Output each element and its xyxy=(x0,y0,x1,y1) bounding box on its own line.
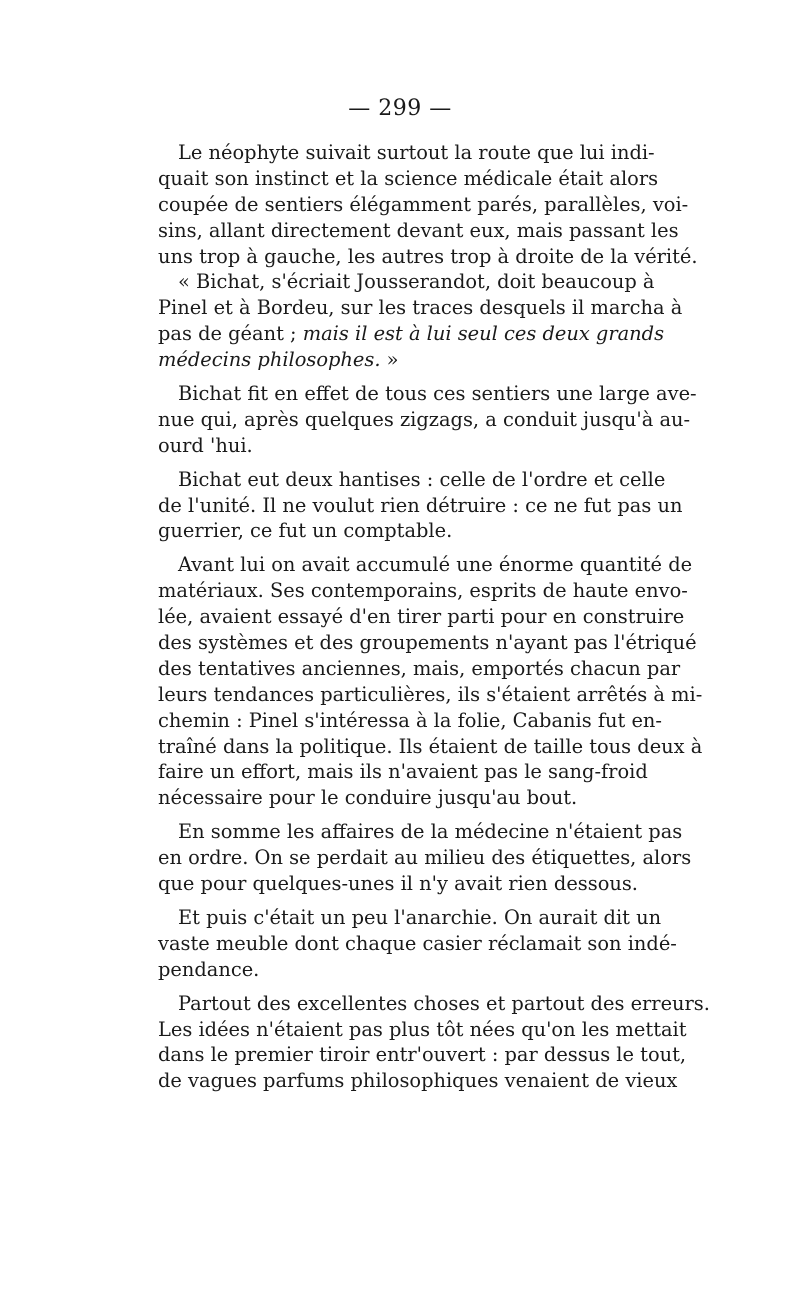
text-line: nécessaire pour le conduire jusqu'au bout. xyxy=(158,786,578,810)
body-text xyxy=(158,140,710,1094)
paragraph xyxy=(158,140,698,269)
text-line: chemin : Pinel s'intéressa à la folie, Cabanis fut en- xyxy=(158,708,662,732)
text-line: Et puis c'était un peu l'anarchie. On aurait dit un xyxy=(178,905,662,929)
paragraph xyxy=(158,819,692,897)
paragraph-gap xyxy=(158,459,645,467)
text-line: quait son instinct et la science médicale était alors xyxy=(158,166,659,190)
text-line: traîné dans la politique. Ils étaient de taille tous deux à xyxy=(158,734,703,758)
text-line: Partout des excellentes choses et partout des erreurs. xyxy=(178,991,710,1015)
text-line: sins, allant directement devant eux, mais passant les xyxy=(158,218,679,242)
text-line: dans le premier tiroir entr'ouvert : par dessus le tout, xyxy=(158,1043,687,1067)
text-line: des systèmes et des groupements n'ayant pas l'étriqué xyxy=(158,631,697,655)
text-line: Les idées n'étaient pas plus tôt nées qu'on les mettait xyxy=(158,1017,687,1041)
italic-text-run: mais il est à lui seul ces deux grands xyxy=(302,322,665,346)
text-line: faire un effort, mais ils n'avaient pas le sang-froid xyxy=(158,760,648,784)
text-line: lée, avaient essayé d'en tirer parti pour en construire xyxy=(158,605,685,629)
paragraph xyxy=(158,467,683,545)
paragraph xyxy=(158,552,703,811)
text-line: Avant lui on avait accumulé une énorme quantité de xyxy=(178,553,693,577)
text-line: Le néophyte suivait surtout la route que lui indi- xyxy=(178,141,655,164)
text-run: pas de géant ; xyxy=(158,322,303,346)
page-number: — 299 — xyxy=(348,96,452,121)
text-line: pendance. xyxy=(158,957,260,981)
italic-text-run: médecins philosophes. xyxy=(158,348,381,372)
paragraph xyxy=(158,905,677,983)
text-line: coupée de sentiers élégamment parés, parallèles, voi- xyxy=(158,192,689,216)
text-line: « Bichat, s'écriait Jousserandot, doit beaucoup à xyxy=(178,270,655,294)
text-line: ourd 'hui. xyxy=(158,433,253,457)
text-line: En somme les affaires de la médecine n'étaient pas xyxy=(178,820,683,844)
text-line: de vagues parfums philosophiques venaient de vieux xyxy=(158,1069,678,1093)
text-line: en ordre. On se perdait au milieu des étiquettes, alors xyxy=(158,846,692,870)
paragraph-gap xyxy=(158,811,645,819)
paragraph-gap xyxy=(158,983,645,991)
text-line: matériaux. Ses contemporains, esprits de haute envo- xyxy=(158,579,688,603)
text-line: leurs tendances particulières, ils s'étaient arrêtés à mi- xyxy=(158,682,703,706)
paragraph xyxy=(158,381,697,459)
text-run: » xyxy=(380,348,399,372)
paragraph xyxy=(158,991,710,1095)
text-line xyxy=(158,321,665,347)
paragraph-gap xyxy=(158,373,645,381)
text-line: nue qui, après quelques zigzags, a conduit jusqu'à au- xyxy=(158,407,691,431)
paragraph-gap xyxy=(158,897,645,905)
text-line: des tentatives anciennes, mais, emportés chacun par xyxy=(158,656,681,680)
text-line: que pour quelques-unes il n'y avait rien dessous. xyxy=(158,872,638,896)
text-line: guerrier, ce fut un comptable. xyxy=(158,519,453,543)
text-line: uns trop à gauche, les autres trop à droite de la vérité. xyxy=(158,244,698,268)
text-line: vaste meuble dont chaque casier réclamait son indé- xyxy=(158,931,677,955)
paragraph xyxy=(158,269,683,373)
text-line: Bichat fit en effet de tous ces sentiers une large ave- xyxy=(178,382,697,406)
text-line: Pinel et à Bordeu, sur les traces desquels il marcha à xyxy=(158,296,683,320)
text-line xyxy=(158,347,645,373)
paragraph-gap xyxy=(158,544,645,552)
text-line: de l'unité. Il ne voulut rien détruire : ce ne fut pas un xyxy=(158,493,683,517)
text-line: Bichat eut deux hantises : celle de l'ordre et celle xyxy=(178,467,666,491)
